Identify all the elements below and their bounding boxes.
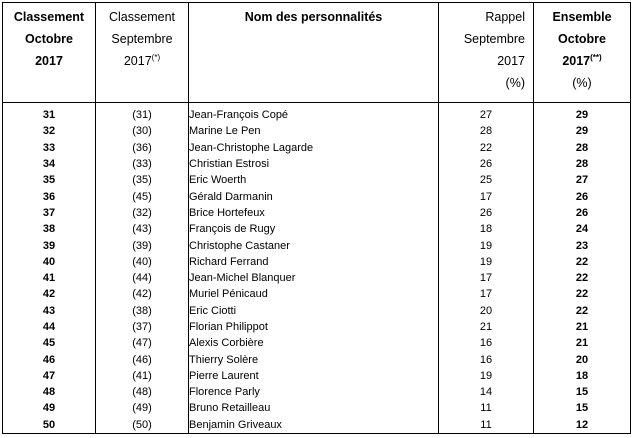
name-cell: Bruno Retailleau — [189, 400, 439, 416]
september-score-cell: 18 — [439, 221, 534, 237]
rank-cell: 36 — [3, 188, 96, 204]
rank-cell: 44 — [3, 319, 96, 335]
name-cell: Eric Ciotti — [189, 303, 439, 319]
previous-rank-cell: (50) — [96, 417, 189, 434]
name-cell: Christian Estrosi — [189, 156, 439, 172]
name-cell: Pierre Laurent — [189, 368, 439, 384]
rank-cell: 40 — [3, 254, 96, 270]
name-cell: Marine Le Pen — [189, 123, 439, 139]
october-score-cell: 26 — [534, 205, 631, 221]
table-row — [3, 351, 631, 367]
october-score-cell: 27 — [534, 172, 631, 188]
october-score-cell: 22 — [534, 303, 631, 319]
previous-rank-cell: (39) — [96, 237, 189, 253]
october-score-cell: 15 — [534, 384, 631, 400]
october-score-cell: 28 — [534, 156, 631, 172]
rank-cell: 39 — [3, 237, 96, 253]
table-row — [3, 107, 631, 123]
header-october-rank: Classement Octobre 2017 — [3, 3, 96, 103]
footnote-marker-1: (*) — [151, 52, 161, 62]
name-cell: François de Rugy — [189, 221, 439, 237]
october-score-cell: 26 — [534, 188, 631, 204]
previous-rank-cell: (36) — [96, 140, 189, 156]
october-score-cell: 15 — [534, 400, 631, 416]
september-score-cell: 11 — [439, 417, 534, 434]
september-score-cell: 19 — [439, 254, 534, 270]
name-cell: Benjamin Griveaux — [189, 417, 439, 434]
october-score-cell: 24 — [534, 221, 631, 237]
september-score-cell: 26 — [439, 205, 534, 221]
october-score-cell: 22 — [534, 254, 631, 270]
name-cell: Brice Hortefeux — [189, 205, 439, 221]
october-score-cell: 28 — [534, 140, 631, 156]
september-score-cell: 16 — [439, 351, 534, 367]
name-cell: Christophe Castaner — [189, 237, 439, 253]
rank-cell: 45 — [3, 335, 96, 351]
rank-cell: 47 — [3, 368, 96, 384]
table-row — [3, 237, 631, 253]
october-score-cell: 23 — [534, 237, 631, 253]
october-score-cell: 20 — [534, 351, 631, 367]
september-score-cell: 14 — [439, 384, 534, 400]
table-row — [3, 123, 631, 139]
header-october-total: Ensemble Octobre 2017(**) (%) — [534, 3, 631, 103]
table-row — [3, 140, 631, 156]
previous-rank-cell: (45) — [96, 188, 189, 204]
rank-cell: 34 — [3, 156, 96, 172]
previous-rank-cell: (44) — [96, 270, 189, 286]
name-cell: Florence Parly — [189, 384, 439, 400]
previous-rank-cell: (42) — [96, 286, 189, 302]
name-cell: Alexis Corbière — [189, 335, 439, 351]
table-row — [3, 188, 631, 204]
name-cell: Jean-François Copé — [189, 107, 439, 123]
rank-cell: 32 — [3, 123, 96, 139]
october-score-cell: 22 — [534, 270, 631, 286]
september-score-cell: 17 — [439, 188, 534, 204]
september-score-cell: 20 — [439, 303, 534, 319]
header-name: Nom des personnalités — [189, 3, 439, 103]
rank-cell: 38 — [3, 221, 96, 237]
table-row — [3, 335, 631, 351]
table-row — [3, 319, 631, 335]
september-score-cell: 21 — [439, 319, 534, 335]
header-september-rank: Classement Septembre 2017(*) — [96, 3, 189, 103]
table-row — [3, 400, 631, 416]
october-score-cell: 29 — [534, 107, 631, 123]
previous-rank-cell: (31) — [96, 107, 189, 123]
name-cell: Thierry Solère — [189, 351, 439, 367]
table-row — [3, 270, 631, 286]
table-row — [3, 156, 631, 172]
table-row — [3, 417, 631, 434]
footnote-marker-2: (**) — [590, 52, 602, 62]
table-row — [3, 205, 631, 221]
september-score-cell: 11 — [439, 400, 534, 416]
table-row — [3, 221, 631, 237]
name-cell: Gérald Darmanin — [189, 188, 439, 204]
table-row — [3, 303, 631, 319]
rank-cell: 46 — [3, 351, 96, 367]
september-score-cell: 19 — [439, 237, 534, 253]
october-score-cell: 12 — [534, 417, 631, 434]
october-score-cell: 21 — [534, 319, 631, 335]
rank-cell: 31 — [3, 107, 96, 123]
name-cell: Jean-Michel Blanquer — [189, 270, 439, 286]
september-score-cell: 28 — [439, 123, 534, 139]
table-row — [3, 172, 631, 188]
rank-cell: 48 — [3, 384, 96, 400]
previous-rank-cell: (35) — [96, 172, 189, 188]
october-score-cell: 22 — [534, 286, 631, 302]
name-cell: Richard Ferrand — [189, 254, 439, 270]
previous-rank-cell: (30) — [96, 123, 189, 139]
previous-rank-cell: (33) — [96, 156, 189, 172]
previous-rank-cell: (48) — [96, 384, 189, 400]
table-row — [3, 368, 631, 384]
name-cell: Jean-Christophe Lagarde — [189, 140, 439, 156]
september-score-cell: 22 — [439, 140, 534, 156]
september-score-cell: 17 — [439, 286, 534, 302]
previous-rank-cell: (49) — [96, 400, 189, 416]
september-score-cell: 25 — [439, 172, 534, 188]
september-score-cell: 16 — [439, 335, 534, 351]
table-body — [3, 103, 631, 434]
rank-cell: 50 — [3, 417, 96, 434]
rank-cell: 41 — [3, 270, 96, 286]
previous-rank-cell: (38) — [96, 303, 189, 319]
name-cell: Florian Philippot — [189, 319, 439, 335]
october-score-cell: 21 — [534, 335, 631, 351]
rank-cell: 37 — [3, 205, 96, 221]
previous-rank-cell: (47) — [96, 335, 189, 351]
september-score-cell: 17 — [439, 270, 534, 286]
previous-rank-cell: (41) — [96, 368, 189, 384]
ranking-table — [2, 2, 631, 434]
september-score-cell: 26 — [439, 156, 534, 172]
previous-rank-cell: (43) — [96, 221, 189, 237]
previous-rank-cell: (32) — [96, 205, 189, 221]
previous-rank-cell: (37) — [96, 319, 189, 335]
previous-rank-cell: (40) — [96, 254, 189, 270]
rank-cell: 42 — [3, 286, 96, 302]
table-row — [3, 254, 631, 270]
header-row — [3, 3, 631, 103]
october-score-cell: 18 — [534, 368, 631, 384]
september-score-cell: 27 — [439, 107, 534, 123]
table-row — [3, 286, 631, 302]
previous-rank-cell: (46) — [96, 351, 189, 367]
header-september-recall: Rappel Septembre 2017 (%) — [439, 3, 534, 103]
rank-cell: 35 — [3, 172, 96, 188]
rank-cell: 49 — [3, 400, 96, 416]
october-score-cell: 29 — [534, 123, 631, 139]
table-row — [3, 384, 631, 400]
rank-cell: 33 — [3, 140, 96, 156]
rank-cell: 43 — [3, 303, 96, 319]
name-cell: Muriel Pénicaud — [189, 286, 439, 302]
name-cell: Eric Woerth — [189, 172, 439, 188]
september-score-cell: 19 — [439, 368, 534, 384]
